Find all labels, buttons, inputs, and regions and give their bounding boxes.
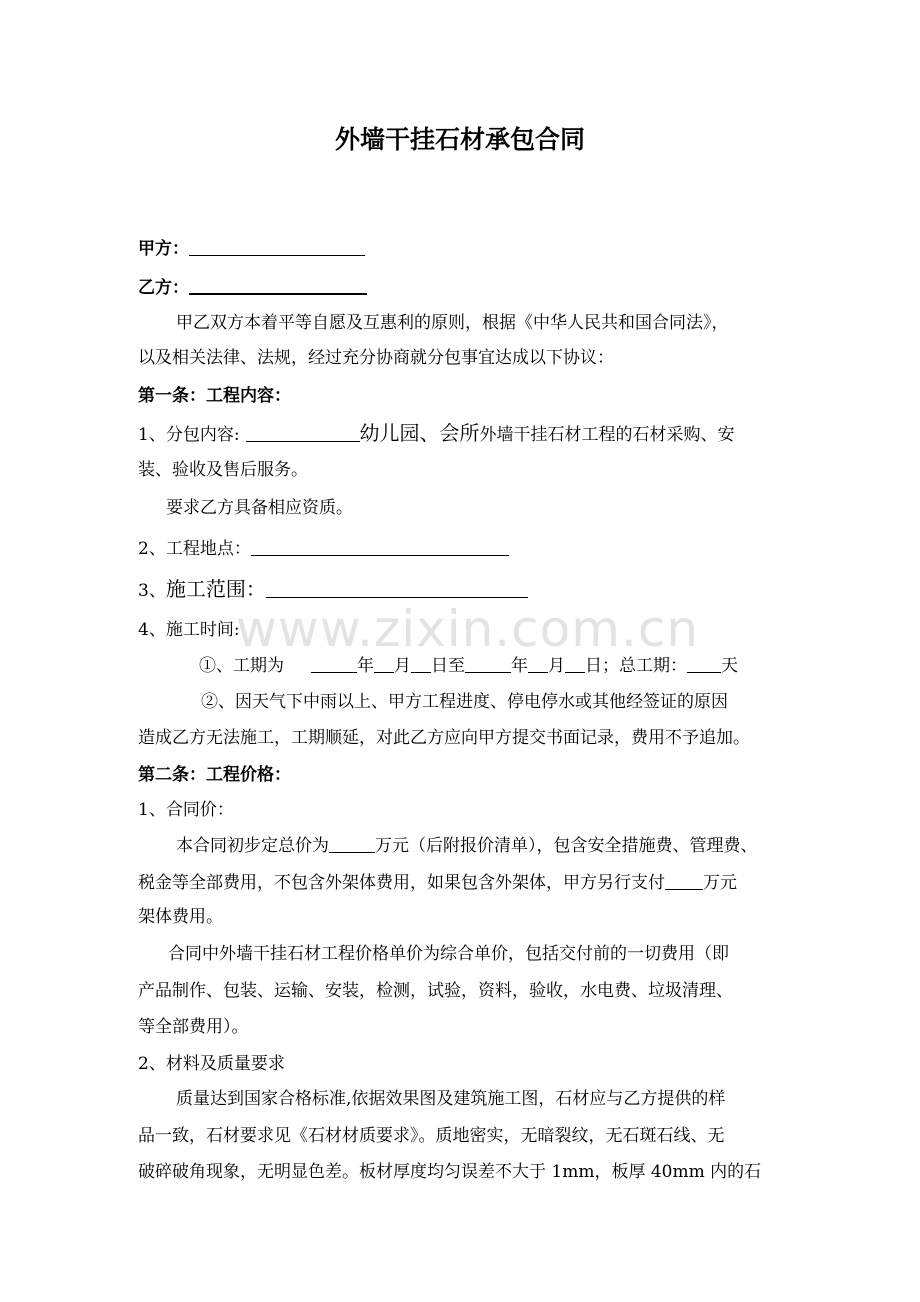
end-year-blank [465, 655, 511, 673]
end-day-blank [565, 655, 585, 673]
schedule-prefix: ①、工期为 [199, 656, 284, 676]
price-text-c: 税金等全部费用，不包含外架体费用，如果包含外架体，甲方另行支付 [138, 873, 665, 893]
total-days-blank [687, 655, 721, 673]
article-1-item-4: 4、施工时间: [138, 620, 240, 640]
item-3-prefix: 3、 [138, 581, 166, 601]
total-days-label: 天 [721, 656, 738, 676]
party-b-blank [189, 276, 367, 295]
quality-line-1: 质量达到国家合格标准,依据效果图及建筑施工图，石材应与乙方提供的样 [176, 1089, 726, 1109]
schedule-line [199, 654, 738, 678]
party-b-line [138, 276, 367, 300]
end-year-label: 年 [511, 656, 528, 676]
requirement-line: 要求乙方具备相应资质。 [166, 498, 353, 518]
item-1-blank [246, 424, 360, 442]
start-year-label: 年 [357, 656, 374, 676]
item-3-label: 施工范围： [165, 577, 266, 601]
end-month-blank [528, 655, 548, 673]
party-a-line [138, 237, 365, 261]
item-1-label: 1、分包内容: [138, 425, 240, 445]
article-1-item-1 [138, 421, 735, 447]
article-2-heading: 第二条：工程价格： [138, 765, 291, 785]
article-1-item-3 [138, 577, 528, 603]
article-2-item-2: 2、材料及质量要求 [138, 1054, 285, 1074]
delay-line-2: 造成乙方无法施工，工期顺延，对此乙方应向甲方提交书面记录，费用不予追加。 [138, 728, 750, 748]
price-text-b: 万元（后附报价清单），包含安全措施费、管理费、 [375, 836, 758, 856]
item-2-blank [251, 538, 509, 556]
unit-price-line-1: 合同中外墙干挂石材工程价格单价为综合单价，包括交付前的一切费用（即 [168, 944, 729, 964]
unit-price-line-3: 等全部费用）。 [138, 1017, 249, 1037]
quality-line-2: 品一致，石材要求见《石材材质要求》。质地密实，无暗裂纹，无石斑石线、无 [138, 1126, 725, 1146]
end-month-label: 月 [548, 656, 565, 676]
item-1-fill: 幼儿园、会所 [359, 421, 480, 445]
article-2-item-1: 1、合同价： [138, 800, 234, 820]
start-day-label: 日至 [431, 656, 465, 676]
document-title: 外墙干挂石材承包合同 [334, 125, 585, 154]
price-text-d: 万元 [703, 873, 737, 893]
start-month-label: 月 [394, 656, 411, 676]
preamble-line-2: 以及相关法律、法规，经过充分协商就分包事宜达成以下协议： [138, 348, 614, 368]
start-year-blank [311, 655, 357, 673]
price-line-1 [176, 834, 758, 858]
start-day-blank [411, 655, 431, 673]
article-1-item-1-line-2: 装、验收及售后服务。 [138, 460, 308, 480]
article-1-item-2 [138, 537, 509, 561]
price-line-2 [138, 871, 737, 895]
quality-line-3: 破碎破角现象，无明显色差。板材厚度均匀误差不大于 1mm，板厚 40mm 内的石 [138, 1162, 762, 1182]
unit-price-line-2: 产品制作、包装、运输、安装，检测，试验，资料，验收，水电费、垃圾清理、 [138, 981, 733, 1001]
total-price-blank [329, 835, 375, 853]
preamble-line-1: 甲乙双方本着平等自愿及互惠利的原则，根据《中华人民共和国合同法》， [176, 313, 729, 333]
delay-line-1: ②、因天气下中雨以上、甲方工程进度、停电停水或其他经签证的原因 [201, 692, 728, 712]
party-a-label: 甲方： [138, 239, 189, 259]
price-line-3: 架体费用。 [138, 907, 223, 927]
scaffold-price-blank [665, 872, 703, 890]
article-1-heading: 第一条：工程内容： [138, 386, 291, 406]
watermark: www.zixin.com.cn [236, 600, 700, 658]
item-2-label: 2、工程地点： [138, 539, 251, 559]
price-text-a: 本合同初步定总价为 [176, 836, 329, 856]
item-3-blank [266, 580, 528, 598]
item-1-rest: 外墙干挂石材工程的石材采购、安 [479, 425, 735, 445]
party-a-blank [189, 238, 365, 256]
start-month-blank [374, 655, 394, 673]
party-b-label: 乙方： [138, 278, 189, 298]
end-day-label: 日；总工期： [585, 656, 687, 676]
